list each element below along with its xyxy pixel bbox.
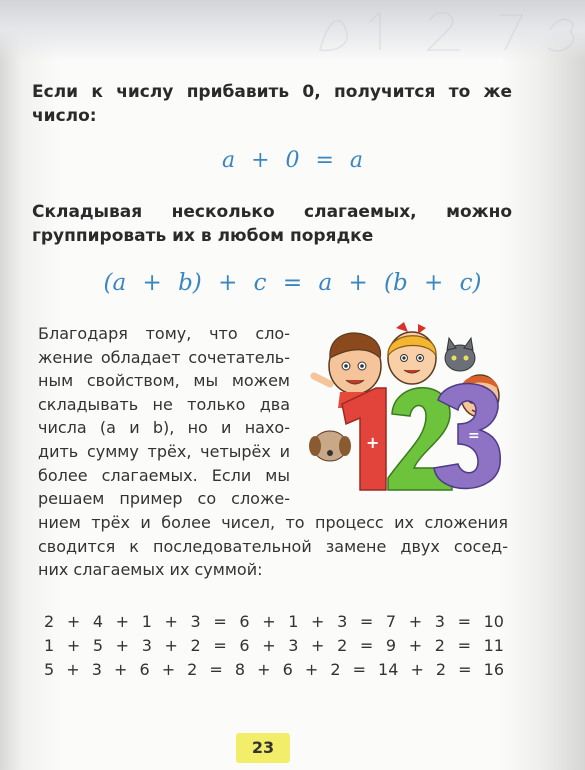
example-token: 3 <box>91 660 102 679</box>
example-token: 10 <box>483 612 504 631</box>
example-token: + <box>164 612 178 631</box>
background-digits-decoration <box>300 0 585 60</box>
example-token: 16 <box>483 660 504 679</box>
example-token: 2 <box>337 636 348 655</box>
paragraph-narrow <box>38 322 290 511</box>
example-token: 5 <box>44 660 55 679</box>
example-token: = <box>209 660 223 679</box>
example-token: + <box>66 636 81 655</box>
example-token: 6 <box>239 636 250 655</box>
paragraph-line: нием трёх и более чисел, то процесс их сложения <box>38 513 508 532</box>
example-token: + <box>408 636 423 655</box>
formula-associative: (a + b) + c = a + (b + c) <box>103 270 482 296</box>
example-token: 3 <box>288 636 299 655</box>
paragraph-line: них слагаемых их суммой: <box>38 560 263 580</box>
example-token: = <box>213 612 227 631</box>
example-token: + <box>304 660 319 679</box>
example-token: = <box>359 636 374 655</box>
example-row <box>44 636 504 655</box>
example-token: 4 <box>92 612 104 631</box>
example-token: + <box>66 660 80 679</box>
paragraph-line: жение обладает сочетатель- <box>38 347 290 367</box>
example-token: 1 <box>44 636 55 655</box>
example-token: 2 <box>435 660 447 679</box>
example-token: 2 <box>330 660 341 679</box>
formula-add-zero: a + 0 = a <box>221 148 364 173</box>
example-token: 14 <box>378 660 399 679</box>
example-token: 6 <box>239 612 250 631</box>
example-token: 8 <box>234 660 246 679</box>
example-token: 7 <box>385 612 397 631</box>
example-token: + <box>408 612 423 631</box>
example-token: 6 <box>139 660 150 679</box>
example-token: 6 <box>282 660 293 679</box>
example-token: 2 <box>187 660 198 679</box>
example-token: = <box>458 660 472 679</box>
example-token: 11 <box>483 636 504 655</box>
example-token: 1 <box>288 612 299 631</box>
example-token: 2 <box>434 636 445 655</box>
rule-line-1: Если к числу прибавить 0, получится то же <box>32 82 512 102</box>
example-token: + <box>164 636 178 655</box>
example-token: + <box>410 660 424 679</box>
paragraph-full <box>38 511 508 582</box>
example-row <box>44 612 504 631</box>
paragraph-line: сводится к последовательной замене двух сосед- <box>38 536 508 556</box>
example-token: + <box>161 660 176 679</box>
cat-figure <box>445 338 475 371</box>
page-number: 23 <box>236 733 290 763</box>
example-token: 3 <box>337 612 348 631</box>
example-token: + <box>115 612 130 631</box>
paragraph-line: ным свойством, мы можем <box>38 371 290 391</box>
example-token: + <box>262 636 276 655</box>
paragraph-line: Благодаря тому, что сло- <box>38 324 290 343</box>
paragraph-line: более слагаемых. Если мы <box>38 465 290 485</box>
example-token: + <box>311 612 325 631</box>
example-token: + <box>113 660 128 679</box>
example-token: 3 <box>434 612 445 631</box>
example-token: = <box>457 612 471 631</box>
example-row <box>44 660 504 679</box>
paragraph-line: числа (a и b), но и нахо- <box>38 418 290 438</box>
example-token: + <box>115 636 130 655</box>
example-token: 5 <box>92 636 104 655</box>
plus-sign: + <box>366 433 380 452</box>
rule-line-2: число: <box>32 106 97 126</box>
example-token: + <box>257 660 271 679</box>
children-numbers-illustration <box>300 318 505 498</box>
digit-three-figure <box>434 384 500 489</box>
paragraph-line: решаем пример со сложе- <box>38 489 290 509</box>
example-token: 3 <box>190 612 201 631</box>
paragraph-line: складывать не только два <box>38 394 290 414</box>
example-token: + <box>66 612 81 631</box>
equals-sign: = <box>468 428 480 444</box>
example-token: = <box>457 636 471 655</box>
example-token: = <box>352 660 366 679</box>
example-token: 1 <box>141 612 152 631</box>
rule2-line-1: Складывая несколько слагаемых, можно <box>32 202 512 222</box>
girl-figure <box>388 322 436 384</box>
example-token: 9 <box>385 636 397 655</box>
dog-figure <box>309 431 351 461</box>
paragraph-line: дить сумму трёх, четырёх и <box>38 441 290 461</box>
example-token: = <box>213 636 227 655</box>
example-token: 2 <box>190 636 201 655</box>
example-token: + <box>262 612 276 631</box>
example-token: 2 <box>44 612 55 631</box>
example-token: 3 <box>141 636 152 655</box>
rule2-line-2: группировать их в любом порядке <box>32 226 374 246</box>
example-token: = <box>359 612 374 631</box>
example-token: + <box>311 636 325 655</box>
